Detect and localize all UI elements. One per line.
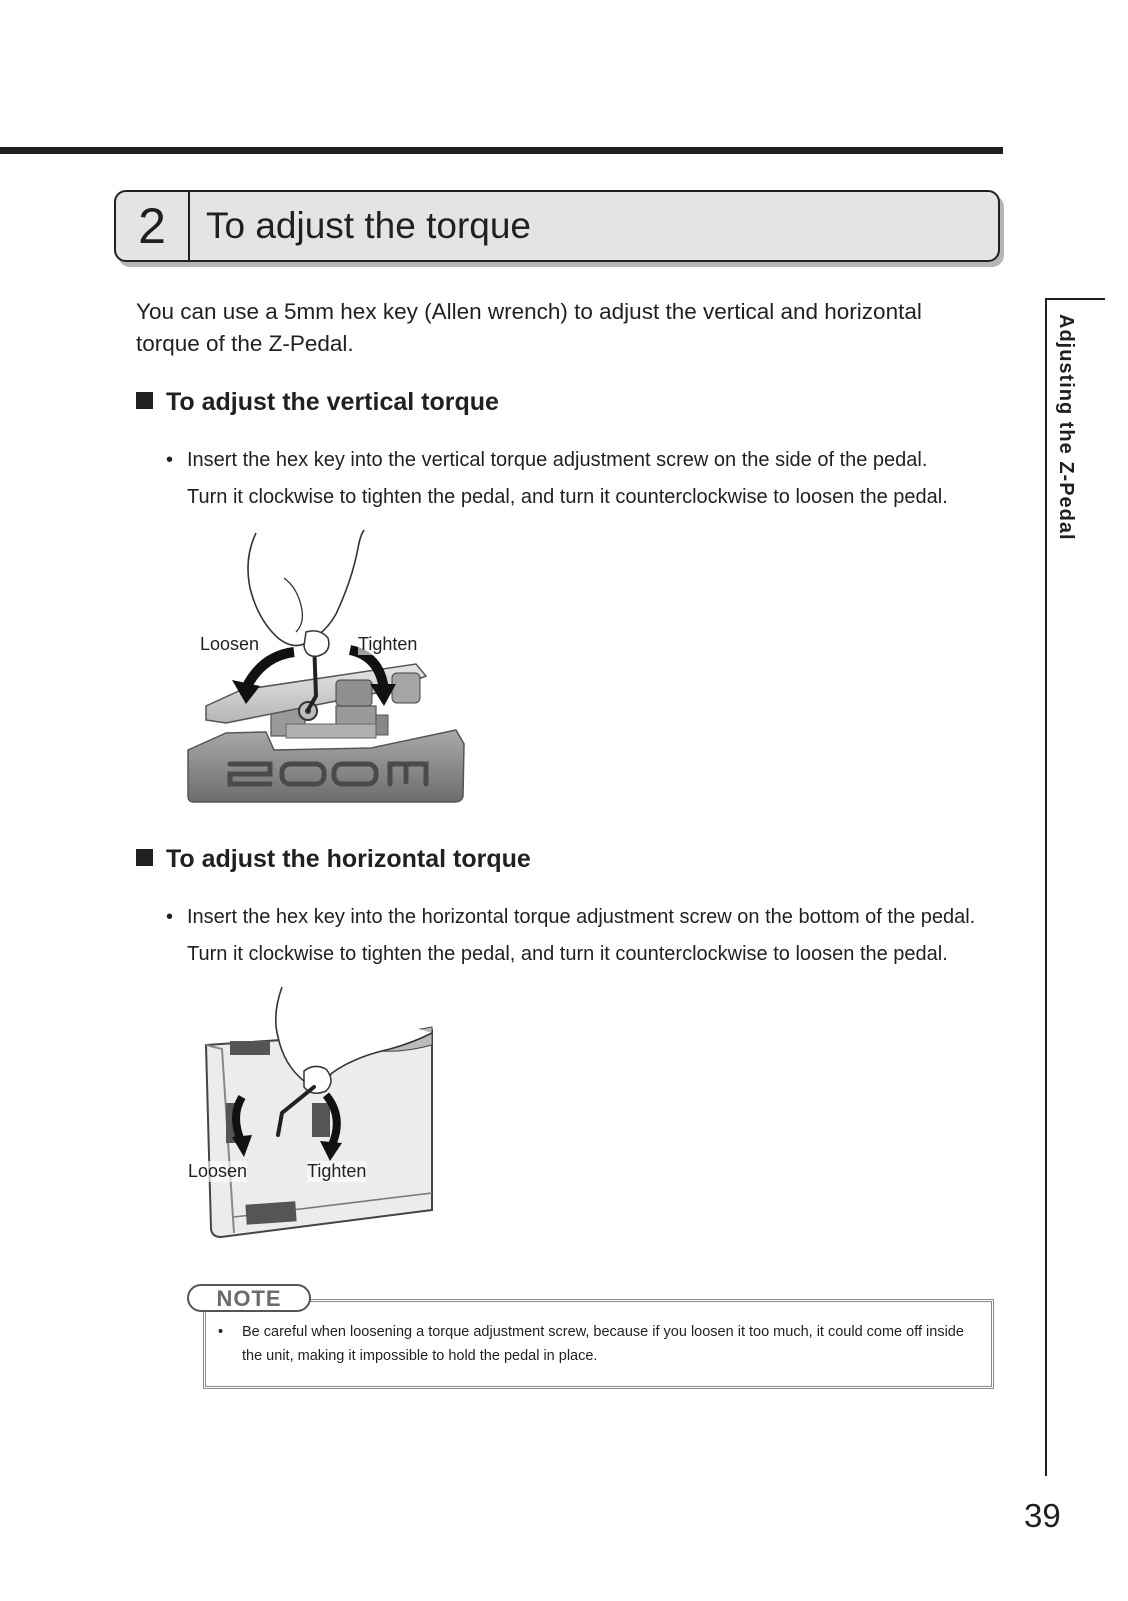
bullet-dot: • [166,906,174,928]
top-rule [0,147,1003,154]
side-chapter-label: Adjusting the Z-Pedal [1055,314,1077,541]
horizontal-heading-text: To adjust the horizontal torque [166,845,531,873]
tighten-label: Tighten [307,1161,367,1181]
note-text [218,1320,980,1368]
note-box [203,1299,994,1389]
bullet-dot: • [166,449,174,471]
vertical-heading-text: To adjust the vertical torque [166,388,499,416]
square-bullet-icon [136,849,153,866]
horizontal-bullet-line-2: Turn it clockwise to tighten the pedal, and turn it counterclockwise to loosen the pedal. [187,943,948,965]
bullet-dot: • [218,1324,224,1340]
horizontal-bullet-line-1: Insert the hex key into the horizontal torque adjustment screw on the bottom of the pedal. [187,906,976,928]
vertical-bullet-line-1: Insert the hex key into the vertical torque adjustment screw on the side of the pedal. [187,449,928,471]
note-tag: NOTE [187,1284,311,1312]
side-rule [1045,298,1047,1476]
pedal-side-view-icon [186,528,476,806]
section-number: 2 [116,192,190,260]
vertical-bullet-line-2: Turn it clockwise to tighten the pedal, and turn it counterclockwise to loosen the pedal. [187,486,948,508]
loosen-label: Loosen [188,1161,248,1181]
page-number: 39 [1024,1497,1061,1534]
section-header [114,190,1000,262]
note-body: Be careful when loosening a torque adjustment screw, because if you loosen it too much, it could come off inside the unit, making it impossible to hold the pedal in place. [242,1324,964,1364]
loosen-label: Loosen [200,634,260,654]
horizontal-torque-illustration [186,985,436,1240]
vertical-torque-heading [136,386,499,418]
vertical-bullet [166,442,1006,516]
intro-paragraph: You can use a 5mm hex key (Allen wrench) to adjust the vertical and horizontal torque of the Z-Pedal. [136,299,922,356]
horizontal-torque-heading [136,843,531,875]
vertical-torque-illustration [186,528,476,806]
tighten-label: Tighten [358,634,418,654]
side-tick [1045,298,1105,300]
pedal-bottom-view-icon [186,985,436,1240]
horizontal-bullet [166,899,1006,973]
section-title: To adjust the torque [206,205,531,246]
square-bullet-icon [136,392,153,409]
